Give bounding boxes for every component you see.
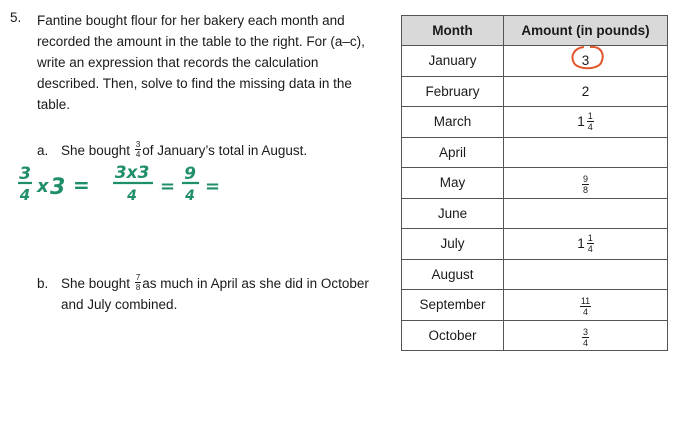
fraction-denominator: 4 (135, 149, 141, 159)
part-a-pre: She bought (61, 143, 131, 158)
table-row (402, 137, 668, 168)
fraction-denominator: 8 (135, 282, 141, 292)
header-amount: Amount (in pounds) (504, 16, 668, 46)
fraction (580, 296, 591, 317)
table-header-row (402, 16, 668, 46)
handwritten-work (15, 162, 235, 212)
amount-value: 3 (581, 53, 590, 69)
fraction-numerator: 7 (135, 272, 141, 282)
part-a (37, 140, 307, 161)
flour-table (401, 15, 668, 351)
part-b-line2: and July combined. (61, 297, 178, 312)
part-a-post: of January’s total in August. (142, 143, 308, 158)
amount-cell (504, 168, 668, 199)
month-cell: March (402, 107, 504, 138)
problem-statement (37, 10, 387, 115)
table-row (402, 76, 668, 107)
amount-cell: 2 (504, 76, 668, 107)
month-cell: June (402, 198, 504, 229)
hw-f3-num: 9 (184, 164, 196, 184)
fraction-numerator: 11 (580, 296, 591, 307)
hw-f2-num: 3x3 (114, 163, 150, 183)
problem-number: 5. (10, 10, 22, 25)
month-cell: October (402, 320, 504, 351)
mixed-number (577, 233, 594, 254)
month-cell: May (402, 168, 504, 199)
part-b-fraction (135, 273, 141, 292)
table-row (402, 320, 668, 351)
month-cell: February (402, 76, 504, 107)
part-b-label: b. (37, 276, 49, 291)
month-cell: January (402, 46, 504, 77)
header-month: Month (402, 16, 504, 46)
amount-cell (504, 198, 668, 229)
hw-f1-num: 3 (19, 164, 31, 184)
fraction (587, 111, 594, 132)
fraction (587, 233, 594, 254)
fraction-numerator: 1 (587, 233, 593, 244)
amount-cell (504, 229, 668, 260)
month-cell: August (402, 259, 504, 290)
amount-cell (504, 290, 668, 321)
hw-f1-den: 4 (19, 186, 31, 204)
whole-part: 1 (577, 114, 585, 130)
amount-cell (504, 46, 668, 77)
problem-line: Fantine bought flour for her bakery each month and (37, 13, 345, 28)
table-row (402, 198, 668, 229)
table-row (402, 107, 668, 138)
problem-line: recorded the amount in the table to the right. For (a–c), (37, 34, 365, 49)
table-row (402, 229, 668, 260)
circle-annotation (568, 43, 606, 73)
problem-line: write an expression that records the calculation (37, 55, 319, 70)
table-row (402, 290, 668, 321)
hw-eq1: = (73, 173, 90, 197)
hw-eq2: = (160, 176, 176, 197)
problem-line: table. (37, 97, 71, 112)
part-a-label: a. (37, 143, 49, 158)
fraction-denominator: 8 (582, 185, 588, 196)
fraction-numerator: 1 (587, 111, 593, 122)
month-cell: April (402, 137, 504, 168)
amount-cell (504, 259, 668, 290)
mixed-number (577, 111, 594, 132)
hw-n1: 3 (50, 175, 66, 200)
fraction (582, 327, 589, 348)
amount-cell (504, 137, 668, 168)
table-row (402, 168, 668, 199)
whole-part: 1 (577, 236, 585, 252)
problem-line: described. Then, solve to find the missing data in the (37, 76, 352, 91)
part-b (37, 273, 369, 315)
table-row (402, 259, 668, 290)
circled-value (582, 53, 590, 68)
part-a-fraction (135, 140, 141, 159)
amount-cell (504, 320, 668, 351)
fraction-denominator: 4 (587, 244, 593, 255)
hw-times: x (37, 176, 49, 197)
amount-cell (504, 107, 668, 138)
fraction-numerator: 9 (582, 174, 588, 185)
hw-eq3: = (205, 176, 221, 197)
hw-f3-den: 4 (185, 188, 195, 204)
table-row (402, 46, 668, 77)
part-b-pre: She bought (61, 276, 131, 291)
fraction-numerator: 3 (582, 326, 588, 337)
month-cell: September (402, 290, 504, 321)
fraction-denominator: 4 (582, 307, 588, 318)
part-b-post: as much in April as she did in October (142, 276, 369, 291)
fraction-denominator: 4 (587, 122, 593, 133)
month-cell: July (402, 229, 504, 260)
fraction (582, 174, 589, 195)
fraction-numerator: 3 (135, 139, 141, 149)
fraction-denominator: 4 (582, 337, 588, 348)
hw-f2-den: 4 (127, 188, 137, 204)
